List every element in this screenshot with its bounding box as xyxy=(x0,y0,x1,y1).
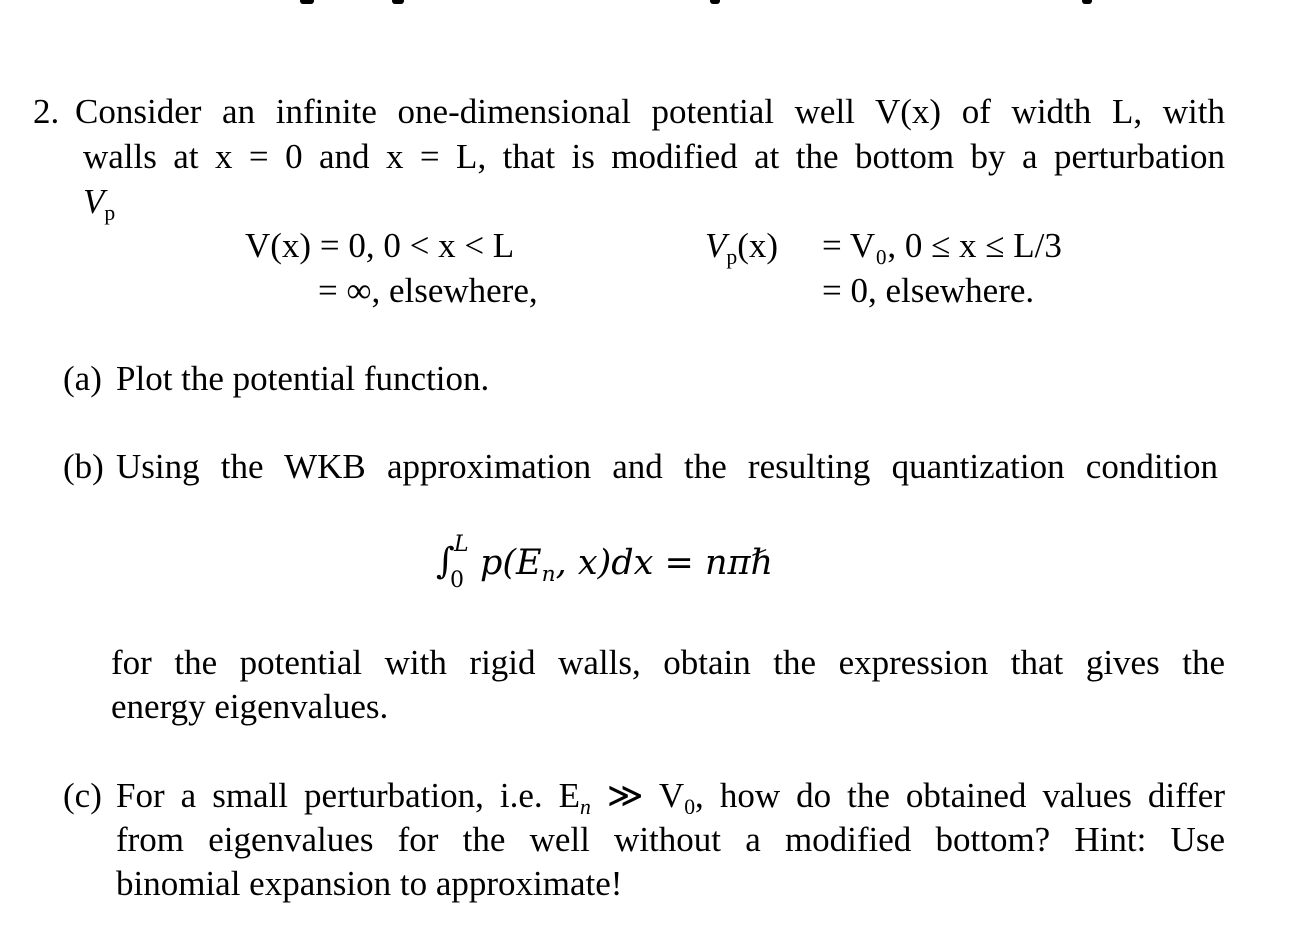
perturbation-definition-lhs: Vp(x) xyxy=(705,226,779,269)
quantization-integral xyxy=(436,532,796,596)
part-b-text: Using the WKB approximation and the resulting quantization condition xyxy=(116,447,1218,486)
perturbation-symbol: Vp xyxy=(83,182,116,225)
integral-body: p(En, x)dx = nπℏ xyxy=(480,543,774,587)
perturbation-definition-line-1: = V₀, 0 ≤ x ≤ L/3 xyxy=(822,226,1062,265)
problem-number: 2. xyxy=(33,92,60,131)
part-c-line-1: For a small perturbation, i.e. En ≫ V0, how do the obtained values differ xyxy=(116,776,1225,819)
integral-upper-limit: L xyxy=(454,532,469,557)
part-a-text: Plot the potential function. xyxy=(116,359,490,398)
part-c-line-2: from eigenvalues for the well without a modified bottom? Hint: Use xyxy=(116,820,1225,859)
clipped-previous-text xyxy=(0,0,1302,8)
part-b-followup-line-2: energy eigenvalues. xyxy=(111,687,389,726)
part-b-label: (b) xyxy=(63,447,104,486)
part-a-label: (a) xyxy=(63,359,102,398)
problem-line-1: Consider an infinite one-dimensional potential well V(x) of width L, with xyxy=(75,92,1225,131)
problem-line-2: walls at x = 0 and x = L, that is modified at the bottom by a perturbation xyxy=(83,137,1225,176)
part-c-label: (c) xyxy=(63,776,102,815)
potential-definition-line-2: = ∞, elsewhere, xyxy=(318,271,538,310)
integral-sign: ∫ xyxy=(436,541,455,582)
part-c-line-3: binomial expansion to approximate! xyxy=(116,864,623,903)
integral-lower-limit: 0 xyxy=(450,568,464,593)
potential-definition-line-1: V(x) = 0, 0 < x < L xyxy=(245,226,515,265)
perturbation-definition-line-2: = 0, elsewhere. xyxy=(822,271,1035,310)
part-b-followup-line-1: for the potential with rigid walls, obtain the expression that gives the xyxy=(111,643,1225,682)
